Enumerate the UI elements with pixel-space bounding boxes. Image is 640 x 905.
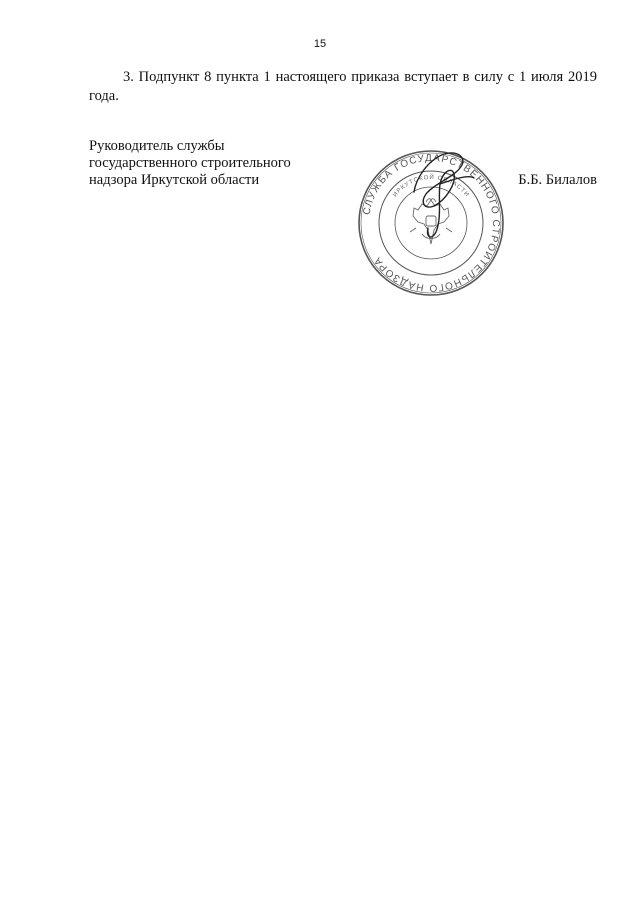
seal-inner-text: ИРКУТСКОЙ ОБЛАСТИ — [392, 174, 471, 199]
signer-name: Б.Б. Билалов — [518, 172, 597, 188]
page-number: 15 — [313, 38, 327, 50]
order-paragraph-3: 3. Подпункт 8 пункта 1 настоящего приказа вступает в силу с 1 июля 2019 года. — [89, 69, 597, 104]
signer-position-line-1: Руководитель службы — [89, 138, 225, 154]
official-seal — [356, 148, 506, 298]
signer-position-line-3: надзора Иркутской области — [89, 172, 260, 188]
signer-position-line-2: государственного строительного — [89, 155, 291, 171]
svg-text:ИРКУТСКОЙ ОБЛАСТИ — [392, 173, 470, 199]
seal-outer-text: СЛУЖБА ГОСУДАРСТВЕННОГО СТРОИТЕЛЬНОГО НАДЗОРА — [361, 152, 502, 294]
signer-position — [89, 138, 339, 189]
svg-text:СЛУЖБА ГОСУДАРСТВЕННОГО СТРОИТ — [362, 153, 502, 293]
seal-stamp-icon — [356, 148, 506, 298]
